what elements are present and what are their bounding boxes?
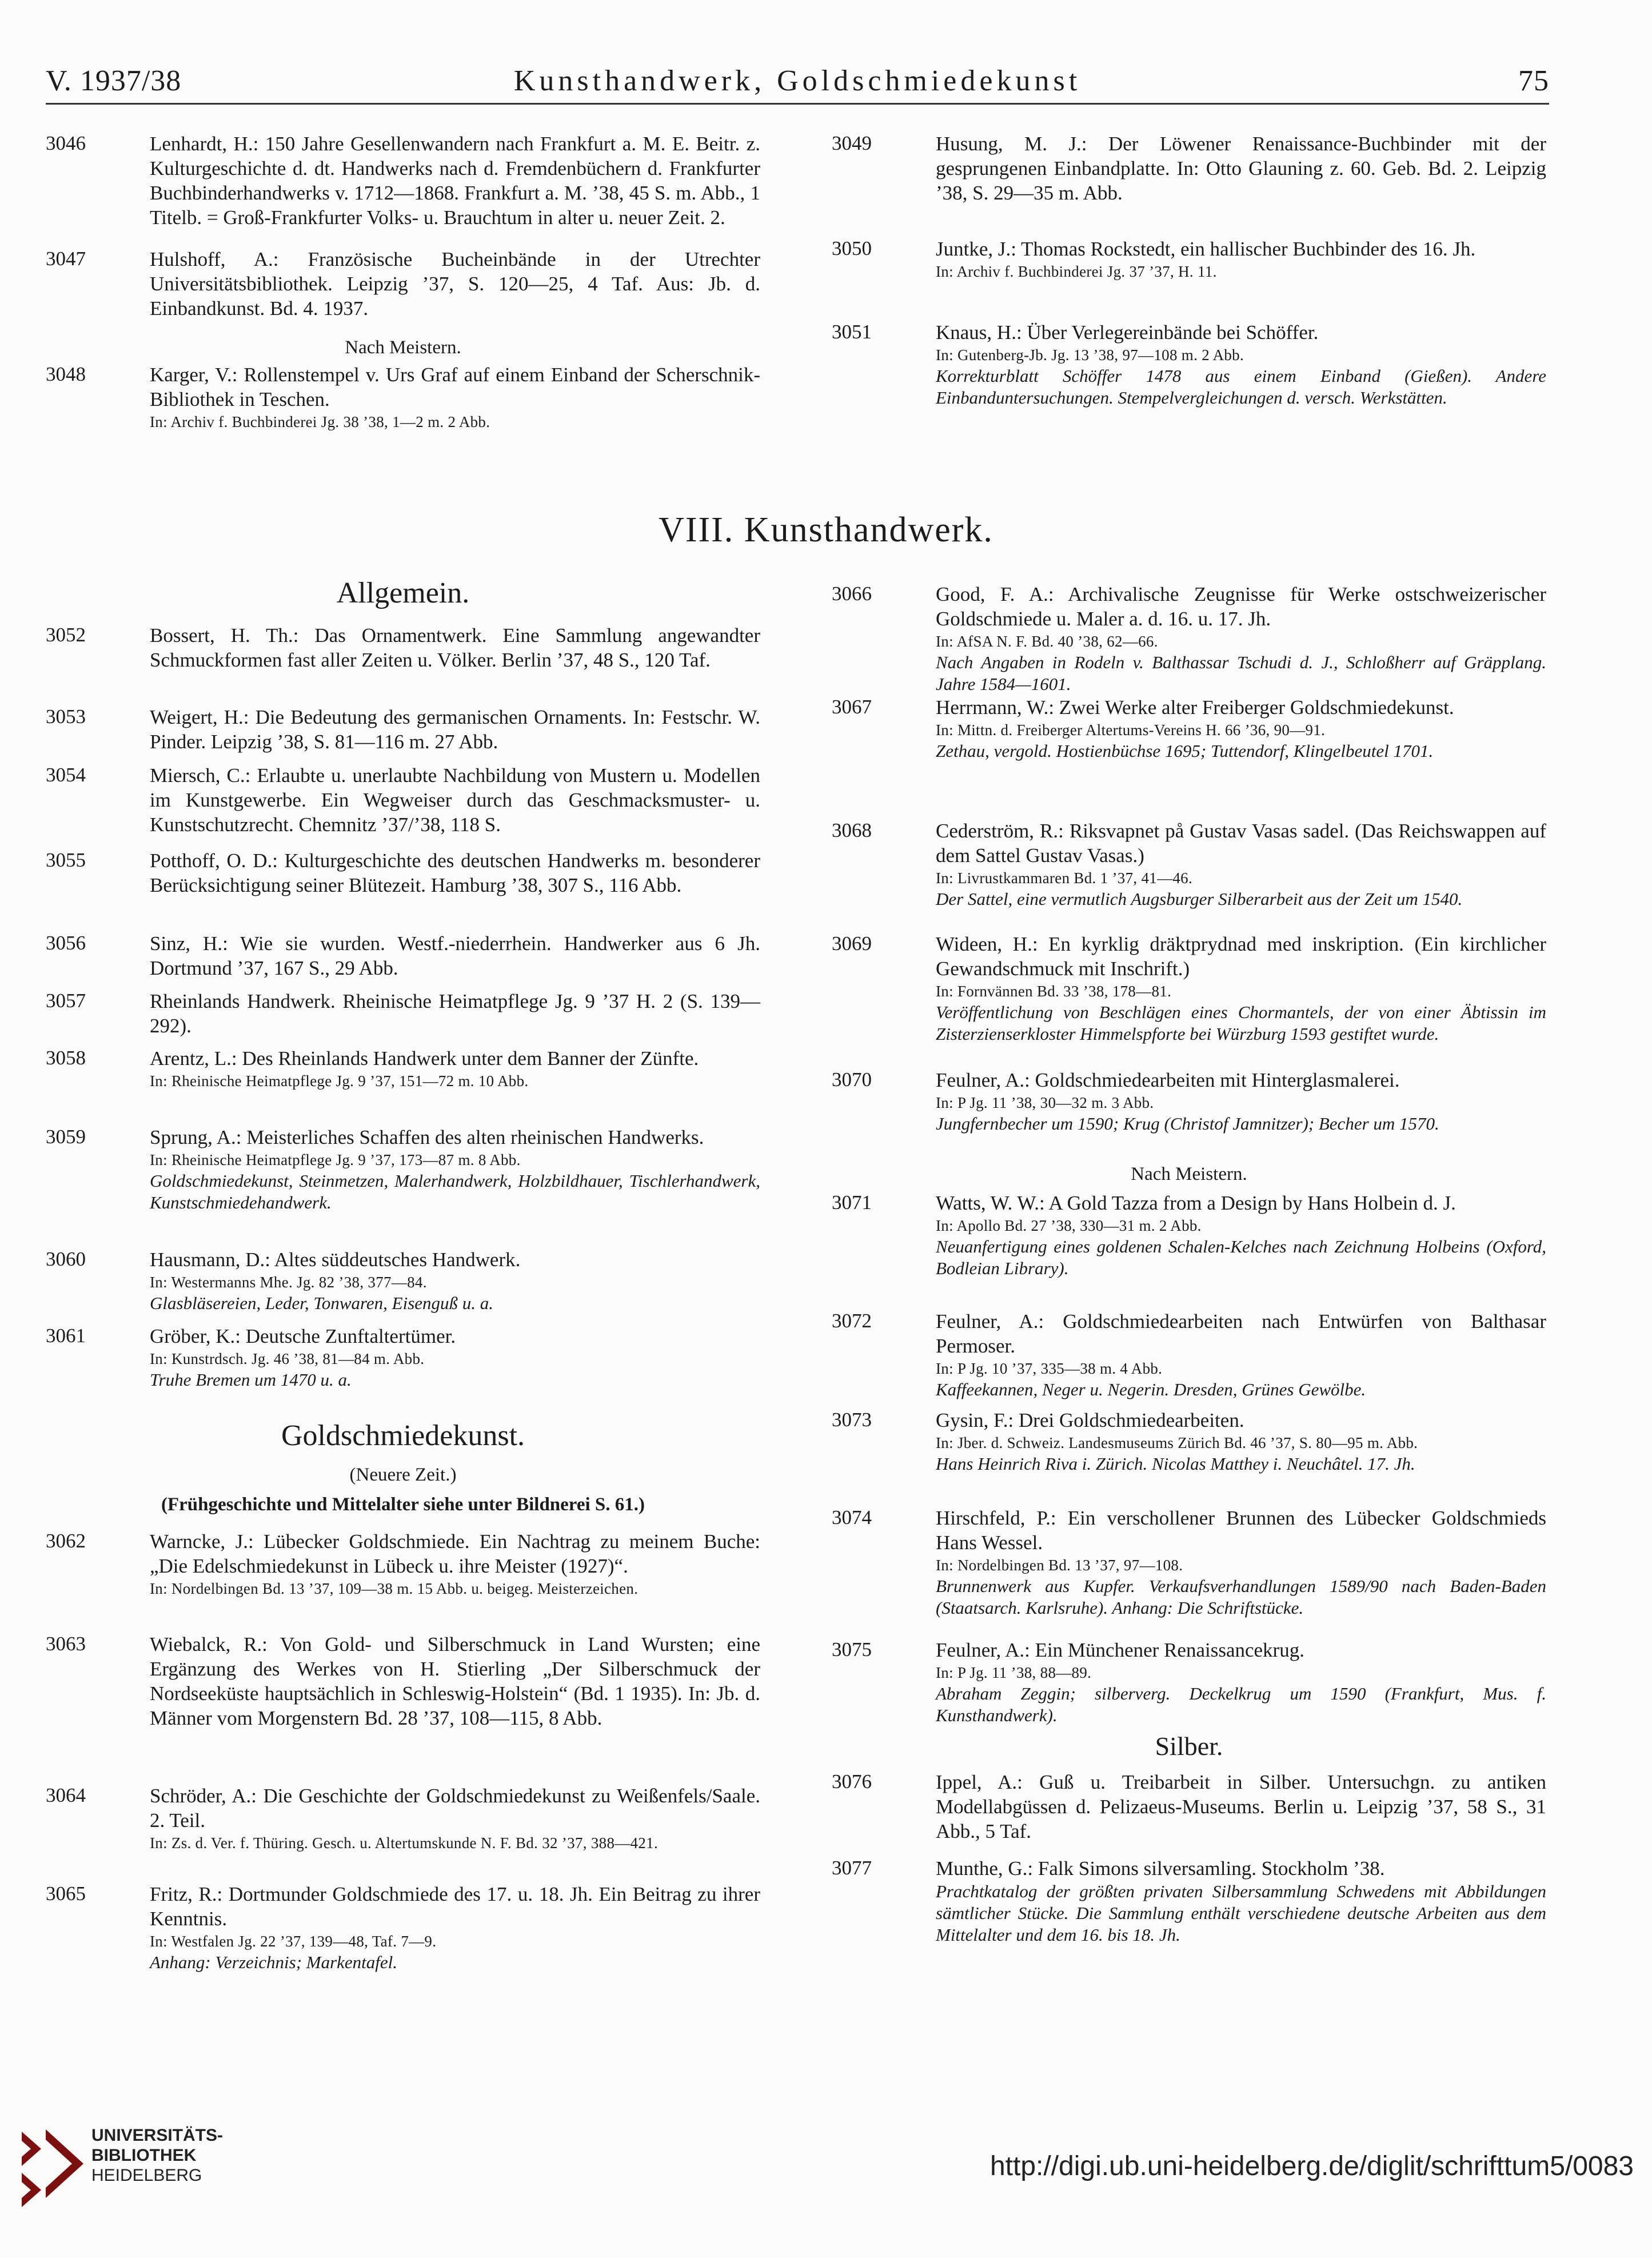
entry-text: Sprung, A.: Meisterliches Schaffen des alten rheinischen Handwerks. bbox=[150, 1126, 704, 1148]
entry-text: Warncke, J.: Lübecker Goldschmiede. Ein Nachtrag zu meinem Buche: „Die Edelschmiedekunst in Lübeck u. ihre Meister (1927)“. bbox=[150, 1530, 760, 1577]
entry-number: 3068 bbox=[832, 819, 872, 841]
entry-number: 3066 bbox=[832, 583, 872, 605]
entry-note: Glasbläsereien, Leder, Tonwaren, Eisenguß u. a. bbox=[150, 1293, 494, 1313]
entry-number: 3072 bbox=[832, 1310, 872, 1332]
entry-text: Feulner, A.: Ein Münchener Renaissancekrug. bbox=[936, 1639, 1304, 1661]
subheading-nach-meistern: Nach Meistern. bbox=[345, 337, 461, 358]
entry-note: Nach Angaben in Rodeln v. Balthassar Tschudi d. J., Schloßherr auf Gräpplang. Jahre 1584—1601. bbox=[936, 652, 1546, 694]
entry-number: 3061 bbox=[46, 1325, 86, 1347]
entry-text: Munthe, G.: Falk Simons silversamling. Stockholm ’38. bbox=[936, 1857, 1385, 1880]
entry-number: 3057 bbox=[46, 990, 86, 1012]
entry-note: Brunnenwerk aus Kupfer. Verkaufsverhandlungen 1589/90 nach Baden-Baden (Staatsarch. Karlsruhe). Anhang: Die Schriftstücke. bbox=[936, 1576, 1546, 1618]
entry-number: 3063 bbox=[46, 1633, 86, 1655]
entry-number: 3065 bbox=[46, 1882, 86, 1905]
entry-text: Lenhardt, H.: 150 Jahre Gesellenwandern nach Frankfurt a. M. E. Beitr. z. Kulturgeschichte d. dt. Handwerks nach d. Fremdenbüchern d. Frankfurter Buchbinderhandwerks v. 1712—1868. Frankfurt a. M. ’38, 45 S. m. Abb., 1 Titelb. = Groß-Frankfurter Volks- u. Brauchtum in alter u. neuer Zeit. 2. bbox=[150, 133, 760, 229]
entry-source: In: Mittn. d. Freiberger Altertums-Vereins H. 66 ’36, 90—91. bbox=[936, 721, 1326, 739]
entry-number: 3069 bbox=[832, 932, 872, 955]
entry-number: 3059 bbox=[46, 1126, 86, 1148]
entry-source: In: Westermanns Mhe. Jg. 82 ’38, 377—84. bbox=[150, 1274, 427, 1291]
entry-text: Rheinlands Handwerk. Rheinische Heimatpflege Jg. 9 ’37 H. 2 (S. 139—292). bbox=[150, 990, 760, 1037]
entry-source: In: P Jg. 10 ’37, 335—38 m. 4 Abb. bbox=[936, 1360, 1163, 1377]
entry-number: 3075 bbox=[832, 1638, 872, 1661]
entry-text: Ippel, A.: Guß u. Treibarbeit in Silber. Untersuchgn. zu antiken Modellabgüssen d. Pelizaeus-Museums. Berlin u. Leipzig ’37, 58 S., 31 Abb., 5 Taf. bbox=[936, 1771, 1546, 1842]
entry-text: Gröber, K.: Deutsche Zunftaltertümer. bbox=[150, 1325, 456, 1347]
entry-note: Der Sattel, eine vermutlich Augsburger Silberarbeit aus der Zeit um 1540. bbox=[936, 889, 1463, 909]
entry-number: 3051 bbox=[832, 321, 872, 343]
entry-number: 3047 bbox=[46, 248, 86, 270]
entry-note: Truhe Bremen um 1470 u. a. bbox=[150, 1370, 352, 1390]
entry-source: In: Gutenberg-Jb. Jg. 13 ’38, 97—108 m. 2 Abb. bbox=[936, 346, 1244, 364]
library-name bbox=[91, 2125, 223, 2185]
entry-number: 3074 bbox=[832, 1506, 872, 1529]
entry-number: 3053 bbox=[46, 705, 86, 728]
entry-number: 3071 bbox=[832, 1191, 872, 1214]
entry-text: Hausmann, D.: Altes süddeutsches Handwerk. bbox=[150, 1248, 521, 1271]
entry-text: Hirschfeld, P.: Ein verschollener Brunnen des Lübecker Goldschmieds Hans Wessel. bbox=[936, 1507, 1546, 1554]
heading-silber: Silber. bbox=[1155, 1732, 1223, 1761]
entry-source: In: P Jg. 11 ’38, 88—89. bbox=[936, 1664, 1092, 1681]
entry-source: In: Archiv f. Buchbinderei Jg. 38 ’38, 1—2 m. 2 Abb. bbox=[150, 413, 490, 430]
entry-text: Gysin, F.: Drei Goldschmiedearbeiten. bbox=[936, 1409, 1244, 1431]
entry-text: Wideen, H.: En kyrklig dräktprydnad med inskription. (Ein kirchlicher Gewandschmuck mit Inschrift.) bbox=[936, 933, 1546, 980]
entry-note: Abraham Zeggin; silberverg. Deckelkrug um 1590 (Frankfurt, Mus. f. Kunsthandwerk). bbox=[936, 1683, 1546, 1725]
entry-text: Wiebalck, R.: Von Gold- und Silberschmuck in Land Wursten; eine Ergänzung des Werkes von H. Stierling „Der Silberschmuck der Nordseeküste hauptsächlich in Schleswig-Holstein“ (Bd. 1 1935). In: Jb. d. Männer vom Morgenstern Bd. 28 ’37, 108—115, 8 Abb. bbox=[150, 1633, 760, 1729]
entry-number: 3056 bbox=[46, 932, 86, 954]
library-name-line: BIBLIOTHEK bbox=[91, 2146, 197, 2165]
entry-note: Anhang: Verzeichnis; Markentafel. bbox=[150, 1952, 398, 1972]
entry-number: 3049 bbox=[832, 132, 872, 154]
entry-number: 3077 bbox=[832, 1857, 872, 1879]
entry-source: In: Rheinische Heimatpflege Jg. 9 ’37, 151—72 m. 10 Abb. bbox=[150, 1072, 529, 1090]
entry-source: In: Kunstrdsch. Jg. 46 ’38, 81—84 m. Abb. bbox=[150, 1350, 425, 1367]
entry-note: Prachtkatalog der größten privaten Silbersammlung Schwedens mit Abbildungen sämtlicher Stücke. Die Sammlung enthält verschiedene deutsche Arbeiten aus dem Mittelalter und dem 16. bis 18. Jh. bbox=[936, 1881, 1546, 1945]
entry-number: 3062 bbox=[46, 1530, 86, 1552]
entry-source: In: Jber. d. Schweiz. Landesmuseums Zürich Bd. 46 ’37, S. 80—95 m. Abb. bbox=[936, 1434, 1418, 1451]
cross-reference: (Frühgeschichte und Mittelalter siehe unter Bildnerei S. 61.) bbox=[161, 1494, 645, 1515]
entry-note: Goldschmiedekunst, Steinmetzen, Malerhandwerk, Holzbildhauer, Tischlerhandwerk, Kunstschmiedehandwerk. bbox=[150, 1171, 760, 1212]
entry-note: Veröffentlichung von Beschlägen eines Chormantels, der von einer Äbtissin im Zisterzienserkloster Himmelspforte bei Würzburg 1593 gestiftet wurde. bbox=[936, 1002, 1546, 1044]
entry-number: 3073 bbox=[832, 1409, 872, 1431]
entry-number: 3054 bbox=[46, 764, 86, 786]
entry-text: Hulshoff, A.: Französische Bucheinbände in der Utrechter Universitätsbibliothek. Leipzig ’37, S. 120—25, 4 Taf. Aus: Jb. d. Einbandkunst. Bd. 4. 1937. bbox=[150, 248, 760, 320]
entry-text: Sinz, H.: Wie sie wurden. Westf.-niederrhein. Handwerker aus 6 Jh. Dortmund ’37, 167 S., 29 Abb. bbox=[150, 932, 760, 979]
library-name-line: UNIVERSITÄTS- bbox=[91, 2126, 224, 2145]
entry-number: 3052 bbox=[46, 624, 86, 646]
subheading-neuere-zeit: (Neuere Zeit.) bbox=[349, 1465, 457, 1485]
entry-note: Neuanfertigung eines goldenen Schalen-Kelches nach Zeichnung Holbeins (Oxford, Bodleian Library). bbox=[936, 1236, 1546, 1278]
entry-source: In: Zs. d. Ver. f. Thüring. Gesch. u. Altertumskunde N. F. Bd. 32 ’37, 388—421. bbox=[150, 1834, 658, 1852]
page-number: 75 bbox=[1518, 65, 1549, 97]
entry-number: 3067 bbox=[832, 696, 872, 718]
entry-number: 3046 bbox=[46, 132, 86, 154]
entry-text: Herrmann, W.: Zwei Werke alter Freiberger Goldschmiedekunst. bbox=[936, 696, 1454, 719]
entry-number: 3070 bbox=[832, 1068, 872, 1091]
entry-text: Bossert, H. Th.: Das Ornamentwerk. Eine Sammlung angewandter Schmuckformen fast aller Zeiten u. Völker. Berlin ’37, 48 S., 120 Taf. bbox=[150, 624, 760, 671]
entry-text: Fritz, R.: Dortmunder Goldschmiede des 17. u. 18. Jh. Ein Beitrag zu ihrer Kenntnis. bbox=[150, 1883, 760, 1930]
entry-number: 3064 bbox=[46, 1784, 86, 1806]
entry-source: In: Fornvännen Bd. 33 ’38, 178—81. bbox=[936, 983, 1172, 1000]
entry-number: 3060 bbox=[46, 1248, 86, 1270]
entry-source: In: Nordelbingen Bd. 13 ’37, 97—108. bbox=[936, 1557, 1183, 1574]
entry-text: Arentz, L.: Des Rheinlands Handwerk unter dem Banner der Zünfte. bbox=[150, 1047, 699, 1070]
entry-note: Hans Heinrich Riva i. Zürich. Nicolas Matthey i. Neuchâtel. 17. Jh. bbox=[936, 1454, 1415, 1474]
entry-text: Miersch, C.: Erlaubte u. unerlaubte Nachbildung von Mustern u. Modellen im Kunstgewerbe. Ein Wegweiser durch das Geschmacksmuster- u. Kunstschutzrecht. Chemnitz ’37/’38, 118 S. bbox=[150, 764, 760, 836]
entry-text: Juntke, J.: Thomas Rockstedt, ein hallischer Buchbinder des 16. Jh. bbox=[936, 238, 1476, 260]
entry-source: In: Westfalen Jg. 22 ’37, 139—48, Taf. 7—9. bbox=[150, 1933, 437, 1950]
entry-source: In: AfSA N. F. Bd. 40 ’38, 62—66. bbox=[936, 633, 1158, 650]
entry-number: 3050 bbox=[832, 237, 872, 260]
entry-number: 3048 bbox=[46, 363, 86, 385]
entry-source: In: Livrustkammaren Bd. 1 ’37, 41—46. bbox=[936, 869, 1193, 887]
entry-text: Karger, V.: Rollenstempel v. Urs Graf auf einem Einband der Scherschnik-Bibliothek in Teschen. bbox=[150, 364, 760, 410]
entry-text: Knaus, H.: Über Verlegereinbände bei Schöffer. bbox=[936, 321, 1319, 344]
entry-text: Feulner, A.: Goldschmiedearbeiten nach Entwürfen von Balthasar Permoser. bbox=[936, 1310, 1546, 1357]
heading-goldschmiedekunst: Goldschmiedekunst. bbox=[281, 1419, 525, 1452]
entry-note: Korrekturblatt Schöffer 1478 aus einem Einband (Gießen). Andere Einbanduntersuchungen. Stempelvergleichungen d. versch. Werkstätten. bbox=[936, 366, 1546, 408]
entry-text: Potthoff, O. D.: Kulturgeschichte des deutschen Handwerks m. besonderer Berücksichtigung seiner Blütezeit. Hamburg ’38, 307 S., 116 Abb. bbox=[150, 849, 760, 896]
entry-text: Schröder, A.: Die Geschichte der Goldschmiedekunst zu Weißenfels/Saale. 2. Teil. bbox=[150, 1785, 760, 1832]
header-title: Kunsthandwerk, Goldschmiedekunst bbox=[513, 65, 1082, 97]
entry-number: 3076 bbox=[832, 1770, 872, 1793]
entry-text: Watts, W. W.: A Gold Tazza from a Design by Hans Holbein d. J. bbox=[936, 1192, 1456, 1214]
entry-note: Jungfernbecher um 1590; Krug (Christof Jamnitzer); Becher um 1570. bbox=[936, 1114, 1439, 1134]
heading-allgemein: Allgemein. bbox=[336, 577, 470, 609]
entry-number: 3055 bbox=[46, 849, 86, 871]
entry-text: Cederström, R.: Riksvapnet på Gustav Vasas sadel. (Das Reichswappen auf dem Sattel Gustav Vasas.) bbox=[936, 820, 1546, 867]
entry-text: Weigert, H.: Die Bedeutung des germanischen Ornaments. In: Festschr. W. Pinder. Leipzig ’38, S. 81—116 m. 27 Abb. bbox=[150, 706, 760, 753]
section-title: VIII. Kunsthandwerk. bbox=[659, 510, 993, 549]
heidelberg-library-logo-icon bbox=[18, 2124, 88, 2209]
volume-label: V. 1937/38 bbox=[46, 65, 182, 97]
entry-source: In: Archiv f. Buchbinderei Jg. 37 ’37, H. 11. bbox=[936, 263, 1217, 280]
entry-text: Good, F. A.: Archivalische Zeugnisse für Werke ostschweizerischer Goldschmiede u. Maler a. d. 16. u. 17. Jh. bbox=[936, 583, 1546, 630]
entry-source: In: Apollo Bd. 27 ’38, 330—31 m. 2 Abb. bbox=[936, 1217, 1202, 1234]
library-name-line: HEIDELBERG bbox=[91, 2166, 202, 2185]
entry-source: In: Rheinische Heimatpflege Jg. 9 ’37, 173—87 m. 8 Abb. bbox=[150, 1151, 521, 1168]
digital-copy-link[interactable]: http://digi.ub.uni-heidelberg.de/diglit/schrifttum5/0083 bbox=[989, 2151, 1634, 2181]
entry-source: In: P Jg. 11 ’38, 30—32 m. 3 Abb. bbox=[936, 1094, 1154, 1111]
entry-text: Feulner, A.: Goldschmiedearbeiten mit Hinterglasmalerei. bbox=[936, 1069, 1400, 1091]
header-rule bbox=[46, 103, 1549, 105]
entry-text: Husung, M. J.: Der Löwener Renaissance-Buchbinder mit der gesprungenen Einbandplatte. In: Otto Glauning z. 60. Geb. Bd. 2. Leipzig ’38, S. 29—35 m. Abb. bbox=[936, 133, 1546, 204]
entry-note: Zethau, vergold. Hostienbüchse 1695; Tuttendorf, Klingelbeutel 1701. bbox=[936, 741, 1434, 761]
entry-note: Kaffeekannen, Neger u. Negerin. Dresden, Grünes Gewölbe. bbox=[936, 1379, 1366, 1399]
entry-source: In: Nordelbingen Bd. 13 ’37, 109—38 m. 15 Abb. u. beigeg. Meisterzeichen. bbox=[150, 1580, 639, 1597]
subheading-nach-meistern: Nach Meistern. bbox=[1131, 1164, 1247, 1184]
entry-number: 3058 bbox=[46, 1047, 86, 1069]
